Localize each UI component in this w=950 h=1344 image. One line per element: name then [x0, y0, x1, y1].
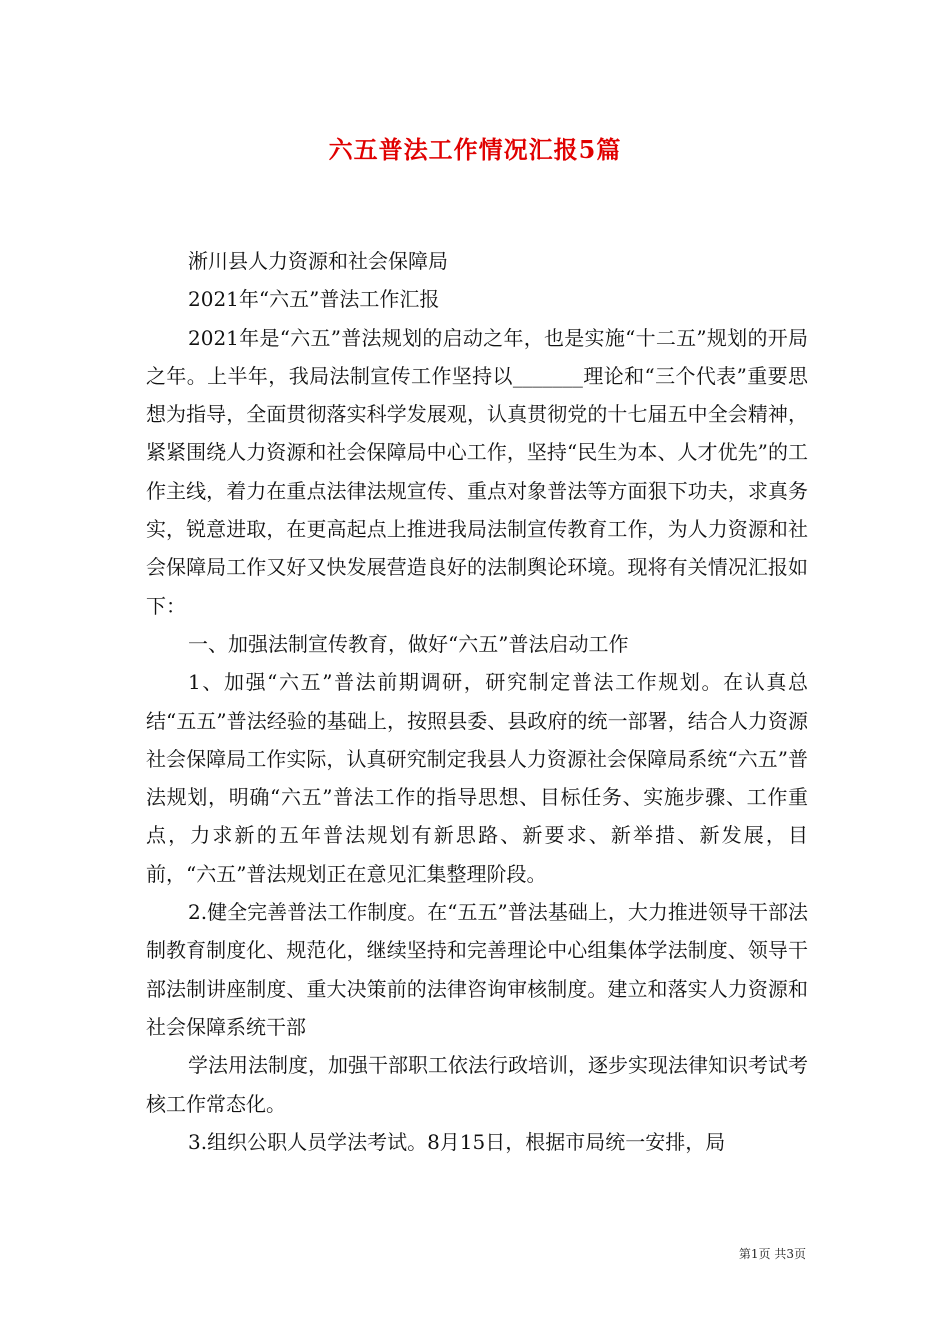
- paragraph-org-name: 淅川县人力资源和社会保障局: [188, 249, 448, 273]
- paragraph-item-2: 2.健全完善普法工作制度。在“五五”普法基础上，大力推进领导干部法制教育制度化、规范化，继续坚持和完善理论中心组集体学法制度、领导干部法制讲座制度、重大决策前的法律咨询审核制度。建立和落实人力资源和社会保障系统干部: [146, 900, 808, 1039]
- document-title: 六五普法工作情况汇报5篇: [328, 135, 622, 164]
- document-body: [146, 242, 808, 1161]
- paragraph-intro: 2021年是“六五”普法规划的启动之年，也是实施“十二五”规划的开局之年。上半年，我局法制宣传工作坚持以_______理论和“三个代表”重要思想为指导，全面贯彻落实科学发展观，认真贯彻党的十七届五中全会精神，紧紧围绕人力资源和社会保障局中心工作，坚持“民生为本、人才优先”的工作主线，着力在重点法律法规宣传、重点对象普法等方面狠下功夫，求真务实，锐意进取，在更高起点上推进我局法制宣传教育工作，为人力资源和社会保障局工作又好又快发展营造良好的法制舆论环境。现将有关情况汇报如下：: [146, 325, 808, 618]
- section-heading-1: 一、加强法制宣传教育，做好“六五”普法启动工作: [188, 631, 629, 656]
- page-footer: 第1页 共3页: [738, 1247, 806, 1261]
- paragraph-report-title: 2021年“六五”普法工作汇报: [188, 287, 440, 312]
- paragraph-item-2-cont: 学法用法制度，加强干部职工依法行政培训，逐步实现法律知识考试考核工作常态化。: [146, 1053, 808, 1116]
- paragraph-item-1: 1、加强“六五”普法前期调研，研究制定普法工作规划。在认真总结“五五”普法经验的基础上，按照县委、县政府的统一部署，结合人力资源社会保障局工作实际，认真研究制定我县人力资源社会保障局系统“六五”普法规划，明确“六五”普法工作的指导思想、目标任务、实施步骤、工作重点，力求新的五年普法规划有新思路、新要求、新举措、新发展，目前，“六五”普法规划正在意见汇集整理阶段。: [146, 670, 808, 886]
- paragraph-item-3: 3.组织公职人员学法考试。8月15日，根据市局统一安排，局: [188, 1129, 726, 1154]
